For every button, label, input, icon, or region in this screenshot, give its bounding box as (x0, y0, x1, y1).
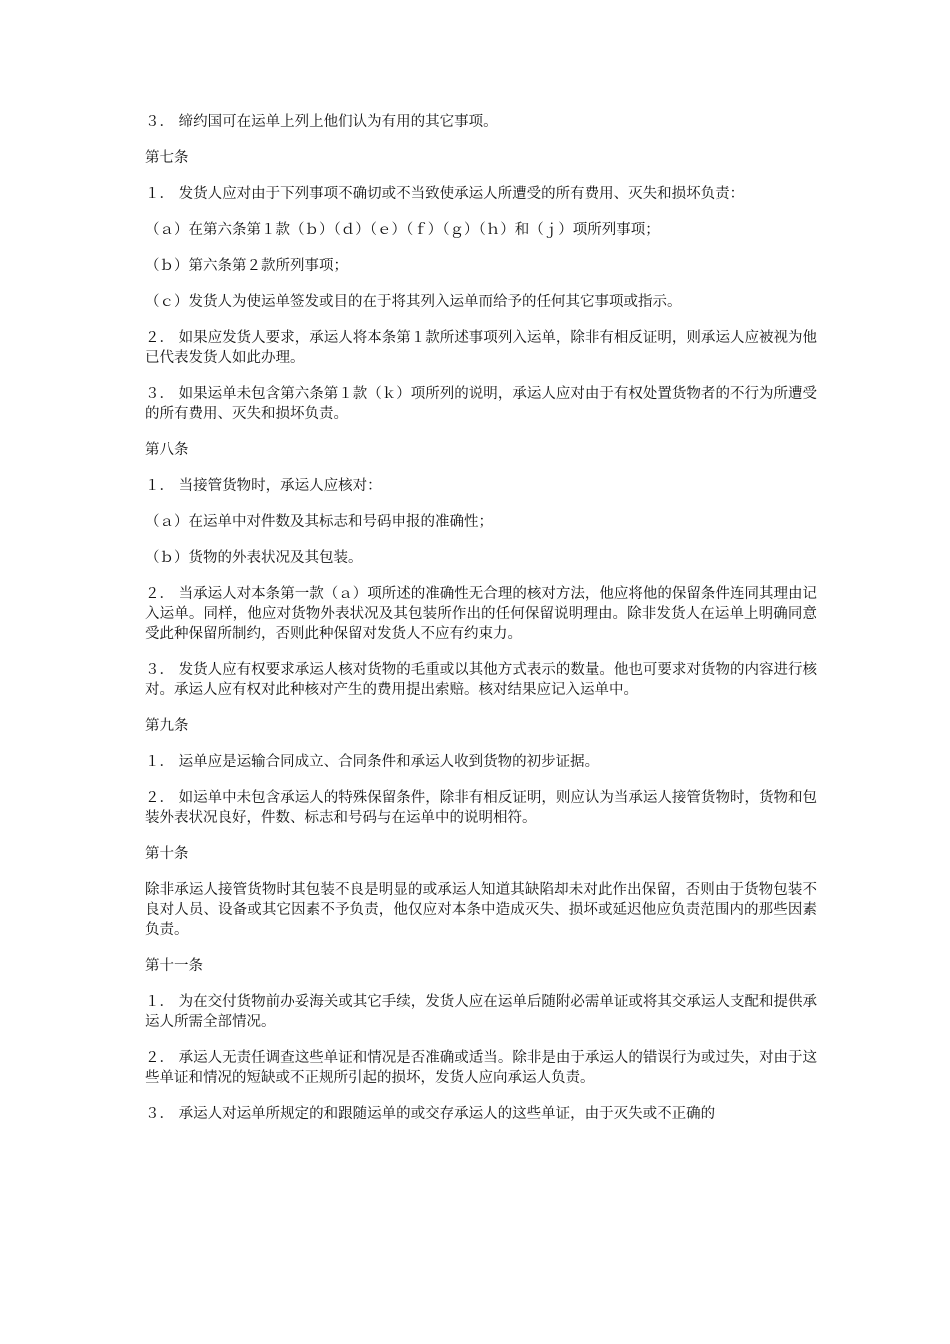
paragraph: （ｂ）第六条第２款所列事项； (145, 258, 348, 274)
paragraph: ３． 缔约国可在运单上列上他们认为有用的其它事项。 (145, 114, 498, 130)
article-heading: 第八条 (145, 442, 189, 458)
paragraph: （ａ）在运单中对件数及其标志和号码申报的准确性； (145, 514, 493, 530)
paragraph: ３． 发货人应有权要求承运人核对货物的毛重或以其他方式表示的数量。他也可要求对货物的内容进行核对。承运人应有权对此种核对产生的费用提出索赔。核对结果应记入运单中。 (145, 662, 817, 698)
article-heading: 第十条 (145, 846, 189, 862)
paragraph: ２． 承运人无责任调查这些单证和情况是否准确或适当。除非是由于承运人的错误行为或过失，对由于这些单证和情况的短缺或不正规所引起的损坏，发货人应向承运人负责。 (145, 1050, 817, 1086)
article-heading: 第七条 (145, 150, 189, 166)
document-body (145, 112, 817, 1140)
paragraph: ３． 如果运单未包含第六条第１款（ｋ）项所列的说明，承运人应对由于有权处置货物者的不行为所遭受的所有费用、灭失和损坏负责。 (145, 386, 817, 422)
paragraph: （ｂ）货物的外表状况及其包装。 (145, 550, 363, 566)
paragraph: １． 为在交付货物前办妥海关或其它手续，发货人应在运单后随附必需单证或将其交承运人支配和提供承运人所需全部情况。 (145, 994, 817, 1030)
paragraph: ２． 如运单中未包含承运人的特殊保留条件，除非有相反证明，则应认为当承运人接管货物时，货物和包装外表状况良好，件数、标志和号码与在运单中的说明相符。 (145, 790, 817, 826)
article-heading: 第九条 (145, 718, 189, 734)
paragraph: ２． 如果应发货人要求，承运人将本条第１款所述事项列入运单，除非有相反证明，则承运人应被视为他已代表发货人如此办理。 (145, 330, 817, 366)
paragraph: （ｃ）发货人为使运单签发或目的在于将其列入运单而给予的任何其它事项或指示。 (145, 294, 682, 310)
article-heading: 第十一条 (145, 958, 203, 974)
paragraph: １． 发货人应对由于下列事项不确切或不当致使承运人所遭受的所有费用、灭失和损坏负责： (145, 186, 745, 202)
paragraph: （ａ）在第六条第１款（ｂ）（ｄ）（ｅ）（ｆ）（ｇ）（ｈ）和（ｊ）项所列事项； (145, 222, 660, 238)
paragraph: ３． 承运人对运单所规定的和跟随运单的或交存承运人的这些单证，由于灭失或不正确的 (145, 1106, 716, 1122)
paragraph: ２． 当承运人对本条第一款（ａ）项所述的准确性无合理的核对方法，他应将他的保留条件连同其理由记入运单。同样，他应对货物外表状况及其包装所作出的任何保留说明理由。除非发货人在运单上明确同意受此种保留所制约，否则此种保留对发货人不应有约束力。 (145, 586, 817, 642)
paragraph: 除非承运人接管货物时其包装不良是明显的或承运人知道其缺陷却未对此作出保留，否则由于货物包装不良对人员、设备或其它因素不予负责，他仅应对本条中造成灭失、损坏或延迟他应负责范围内的那些因素负责。 (145, 882, 817, 938)
paragraph: １． 当接管货物时，承运人应核对： (145, 478, 382, 494)
paragraph: １． 运单应是运输合同成立、合同条件和承运人收到货物的初步证据。 (145, 754, 600, 770)
